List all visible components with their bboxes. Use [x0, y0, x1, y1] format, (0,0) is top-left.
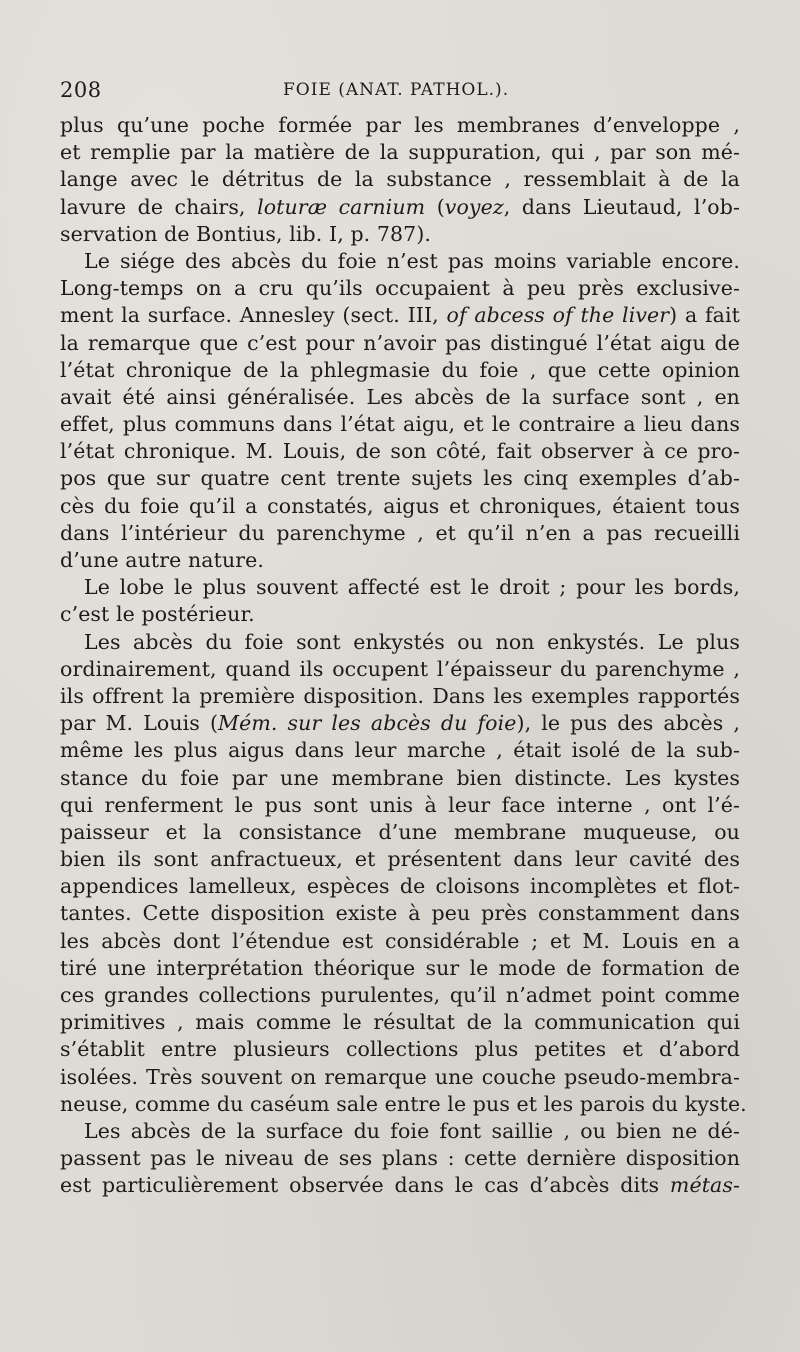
text-span: lavure de chairs, — [60, 194, 258, 219]
text-line: isolées. Très souvent on remarque une couche pseudo-membra- — [60, 1064, 740, 1089]
text-line: bien ils sont anfractueux, et présentent dans leur cavité des — [60, 847, 740, 872]
text-span: ) a fait — [669, 303, 740, 328]
latin-term: loturæ carnium — [257, 194, 426, 219]
text-line: l’état chronique. M. Louis, de son côté, fait observer à ce pro- — [60, 439, 740, 464]
text-line: cès du foie qu’il a constatés, aigus et chroniques, étaient tous — [60, 493, 740, 518]
text-line: ordinairement, quand ils occupent l’épaisseur du parenchyme , — [60, 656, 740, 681]
page-number: 208 — [60, 78, 102, 102]
text-line — [60, 710, 740, 737]
voyez-term: voyez — [444, 194, 504, 219]
text-line — [60, 302, 740, 329]
text-span: ( — [425, 194, 445, 219]
cited-work-title: Mém. sur les abcès du foie — [218, 711, 517, 736]
text-line: Le siége des abcès du foie n’est pas moins variable encore. — [84, 248, 740, 273]
text-line: Les abcès de la surface du foie font saillie , ou bien ne dé- — [84, 1118, 740, 1143]
text-line: servation de Bontius, lib. I, p. 787). — [60, 221, 432, 246]
text-line: Les abcès du foie sont enkystés ou non enkystés. Le plus — [84, 629, 740, 654]
text-span: est particulièrement observée dans le cas d’abcès dits — [60, 1173, 670, 1198]
text-line: effet, plus communs dans l’état aigu, et le contraire a lieu dans — [60, 412, 740, 437]
text-line: lange avec le détritus de la substance , ressemblait à de la — [60, 167, 740, 192]
text-line: l’état chronique de la phlegmasie du foie , que cette opinion — [60, 357, 740, 382]
text-line: tantes. Cette disposition existe à peu près constamment dans — [60, 901, 740, 926]
text-line: plus qu’une poche formée par les membranes d’enveloppe , — [60, 113, 740, 137]
text-span: , dans Lieutaud, l’ob- — [503, 194, 740, 219]
text-line: qui renferment le pus sont unis à leur face interne , ont l’é- — [60, 792, 740, 817]
text-line: neuse, comme du caséum sale entre le pus et les parois du kyste. — [60, 1091, 747, 1116]
body-text — [60, 112, 747, 1200]
text-line: la remarque que c’est pour n’avoir pas distingué l’état aigu de — [60, 330, 740, 355]
text-span: ment la surface. Annesley (sect. III, — [60, 303, 447, 328]
page-header — [60, 78, 740, 106]
text-line: pos que sur quatre cent trente sujets les cinq exemples d’ab- — [60, 466, 740, 491]
text-line: paisseur et la consistance d’une membrane muqueuse, ou — [60, 819, 740, 844]
text-line: appendices lamelleux, espèces de cloisons incomplètes et flot- — [60, 874, 740, 899]
text-line: même les plus aigus dans leur marche , était isolé de la sub- — [60, 738, 740, 763]
text-line: et remplie par la matière de la suppuration, qui , par son mé- — [60, 140, 740, 165]
text-line: les abcès dont l’étendue est considérable ; et M. Louis en a — [60, 928, 740, 953]
running-title: FOIE (ANAT. PATHOL.). — [283, 80, 510, 100]
text-line: avait été ainsi généralisée. Les abcès de la surface sont , en — [60, 384, 740, 409]
text-line: d’une autre nature. — [60, 548, 265, 572]
text-line: passent pas le niveau de ses plans : cette dernière disposition — [60, 1146, 740, 1171]
text-line: tiré une interprétation théorique sur le mode de formation de — [60, 955, 740, 980]
cited-work-title: of abcess of the liver — [446, 303, 670, 328]
text-line: ils offrent la première disposition. Dans les exemples rapportés — [60, 683, 740, 708]
text-span: ), le pus des abcès , — [516, 711, 740, 736]
text-line: stance du foie par une membrane bien distincte. Les kystes — [60, 765, 740, 790]
text-line — [60, 194, 740, 221]
text-line — [60, 1172, 740, 1199]
text-span: par M. Louis ( — [60, 711, 219, 736]
text-line: Le lobe le plus souvent affecté est le droit ; pour les bords, — [84, 575, 740, 600]
text-line: c’est le postérieur. — [60, 602, 255, 627]
text-line: s’établit entre plusieurs collections plus petites et d’abord — [60, 1037, 740, 1062]
italic-term: métas- — [669, 1173, 740, 1198]
text-line: ces grandes collections purulentes, qu’il n’admet point comme — [60, 983, 740, 1007]
text-line: primitives , mais comme le résultat de la communication qui — [60, 1010, 740, 1035]
text-line: Long-temps on a cru qu’ils occupaient à peu près exclusive- — [60, 276, 740, 301]
text-line: dans l’intérieur du parenchyme , et qu’il n’en a pas recueilli — [60, 520, 740, 545]
